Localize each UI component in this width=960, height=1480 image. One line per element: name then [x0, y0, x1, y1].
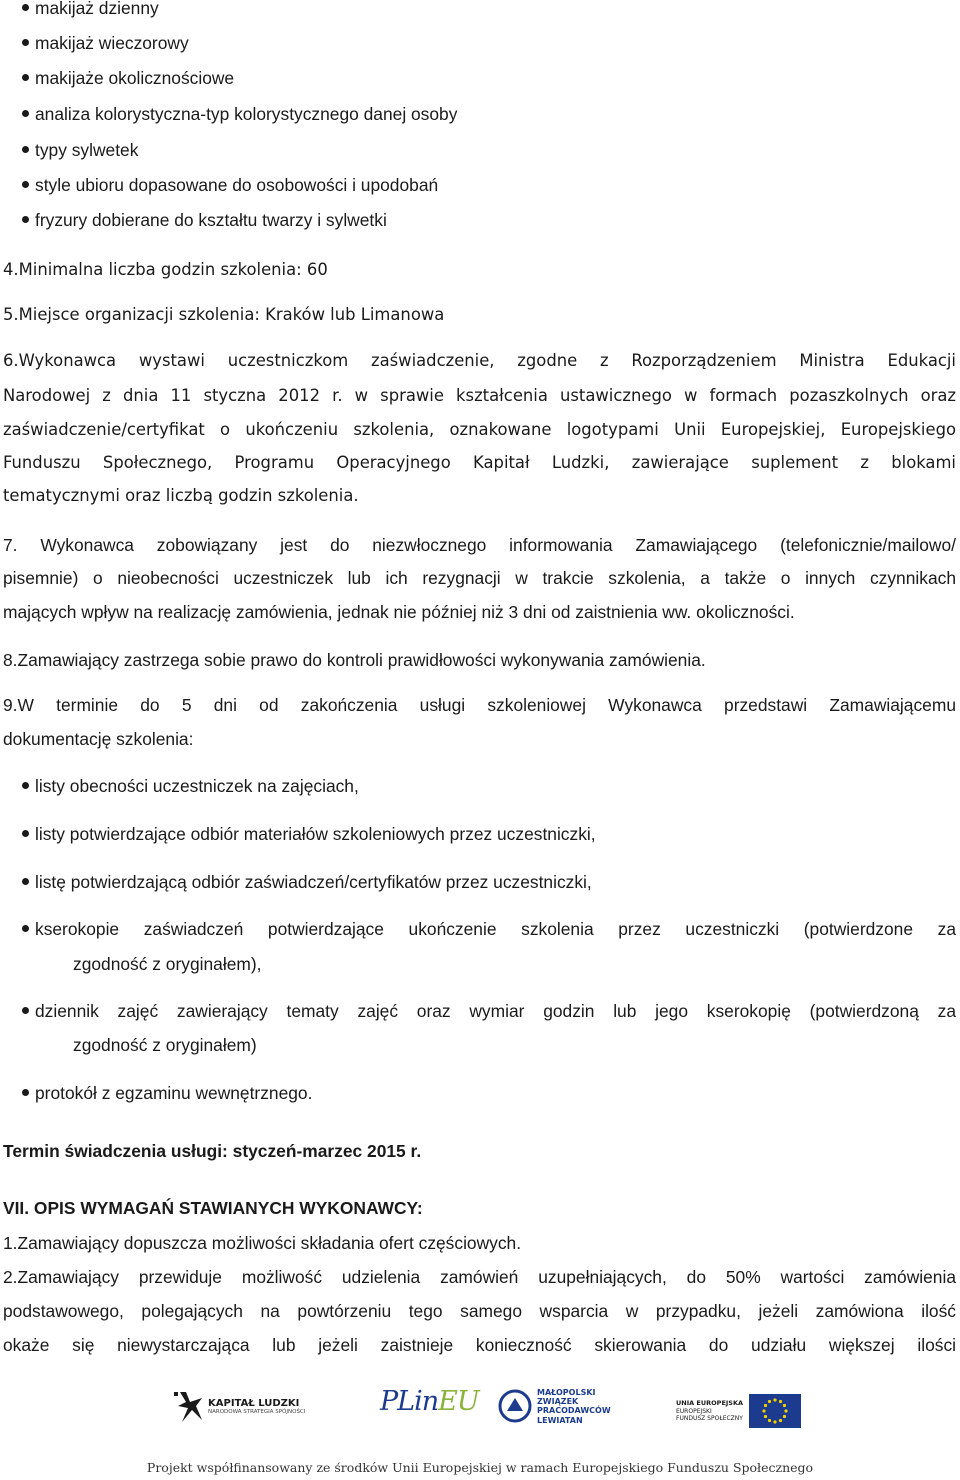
item9-line: dokumentację szkolenia:: [3, 729, 194, 749]
list-item: analiza kolorystyczna-typ kolorystycznego danej osoby: [22, 103, 457, 125]
section-item-line: okaże się niewystarczająca lub jeżeli zaistnieje konieczność skierowania do udziału większej ilości: [3, 1335, 956, 1355]
list-item: listy obecności uczestniczek na zajęciach,: [22, 775, 359, 797]
item7-line: mających wpływ na realizację zamówienia, jednak nie później niż 3 dni od zaistnienia ww. okoliczności.: [3, 602, 795, 622]
item8: 8.Zamawiający zastrzega sobie prawo do kontroli prawidłowości wykonywania zamówienia.: [3, 650, 706, 670]
section-item-line: 2.Zamawiający przewiduje możliwość udzielenia zamówień uzupełniających, do 50% wartości zamówienia: [3, 1267, 956, 1287]
list-item: listę potwierdzającą odbiór zaświadczeń/certyfikatów przez uczestniczki,: [22, 871, 592, 893]
item7-line: 7. Wykonawca zobowiązany jest do niezwłocznego informowania Zamawiającego (telefonicznie/mailowo/: [3, 535, 956, 555]
item6-line: Funduszu Społecznego, Programu Operacyjnego Kapitał Ludzki, zawierające suplement z blokami: [3, 453, 956, 472]
kapital-ludzki-logo: [172, 1390, 305, 1424]
item-location: 5.Miejsce organizacji szkolenia: Kraków lub Limanowa: [3, 305, 445, 324]
list-item: makijaż wieczorowy: [22, 32, 189, 54]
list-item: kserokopie zaświadczeń potwierdzające ukończenie szkolenia przez uczestniczki (potwierdzone za: [22, 918, 956, 940]
ue-line: EUROPEJSKI: [676, 1407, 712, 1415]
item7-line: pisemnie) o nieobecności uczestniczek lub ich rezygnacji w trakcie szkolenia, a także o innych czynnikach: [3, 568, 956, 588]
eu-flag-icon: [749, 1394, 801, 1428]
malopolski-zwiazek-logo: [498, 1388, 611, 1425]
plineu-text-a: PLin: [380, 1386, 439, 1417]
lewiatan-mark-icon: [498, 1389, 532, 1423]
list-item: listy potwierdzające odbiór materiałów szkoleniowych przez uczestniczki,: [22, 823, 596, 845]
kapital-ludzki-subtitle: NARODOWA STRATEGIA SPÓJNOŚCI: [208, 1409, 306, 1416]
plineu-logo: [380, 1386, 479, 1417]
mz-line: ZWIĄZEK: [537, 1397, 579, 1407]
item6-line: Narodowej z dnia 11 styczna 2012 r. w sprawie kształcenia ustawicznego w formach pozaszkolnych oraz: [3, 386, 956, 405]
section-heading: VII. OPIS WYMAGAŃ STAWIANYCH WYKONAWCY:: [3, 1198, 423, 1218]
cofinancing-note: Projekt współfinansowany ze środków Unii Europejskiej w ramach Europejskiego Funduszu Społecznego: [146, 1460, 814, 1475]
kapital-ludzki-star-icon: [172, 1390, 204, 1424]
list-item: protokół z egzaminu wewnętrznego.: [22, 1082, 312, 1104]
item6-line: tematycznymi oraz liczbą godzin szkolenia.: [3, 486, 359, 505]
kapital-ludzki-title: KAPITAŁ LUDZKI: [208, 1398, 300, 1410]
list-item: typy sylwetek: [22, 139, 138, 161]
list-item: dziennik zajęć zawierający tematy zajęć oraz wymiar godzin lub jego kserokopię (potwierdzoną za: [22, 1000, 956, 1022]
footer-logos: [0, 1378, 960, 1480]
item6-line: 6.Wykonawca wystawi uczestniczkom zaświadczenie, zgodne z Rozporządzeniem Ministra Edukacji: [3, 351, 956, 370]
mz-line: MAŁOPOLSKI: [537, 1388, 596, 1397]
plineu-text-b: EU: [438, 1386, 479, 1417]
mz-line: LEWIATAN: [537, 1415, 583, 1425]
service-term: Termin świadczenia usługi: styczeń-marzec 2015 r.: [3, 1141, 422, 1161]
list-item: makijaż dzienny: [22, 0, 159, 19]
list-item-continuation: zgodność z oryginałem),: [73, 954, 262, 974]
unia-europejska-logo: [676, 1394, 801, 1428]
item6-line: zaświadczenie/certyfikat o ukończeniu szkolenia, oznakowane logotypami Unii Europejskiej, Europejskiego: [3, 420, 956, 439]
list-item: style ubioru dopasowane do osobowości i upodobań: [22, 174, 438, 196]
item9-line: 9.W terminie do 5 dni od zakończenia usługi szkoleniowej Wykonawca przedstawi Zamawiającemu: [3, 695, 956, 715]
ue-line: FUNDUSZ SPOŁECZNY: [676, 1415, 743, 1423]
mz-line: PRACODAWCÓW: [537, 1406, 611, 1416]
section-item: 1.Zamawiający dopuszcza możliwości składania ofert częściowych.: [3, 1233, 522, 1253]
section-item-line: podstawowego, polegających na powtórzeniu tego samego wsparcia w przypadku, jeżeli zamówiona ilość: [3, 1301, 956, 1321]
ue-line: UNIA EUROPEJSKA: [676, 1399, 744, 1408]
list-item-continuation: zgodność z oryginałem): [73, 1035, 257, 1055]
item-min-hours: 4.Minimalna liczba godzin szkolenia: 60: [3, 260, 328, 279]
list-item: makijaże okolicznościowe: [22, 67, 234, 89]
list-item: fryzury dobierane do kształtu twarzy i sylwetki: [22, 209, 387, 231]
